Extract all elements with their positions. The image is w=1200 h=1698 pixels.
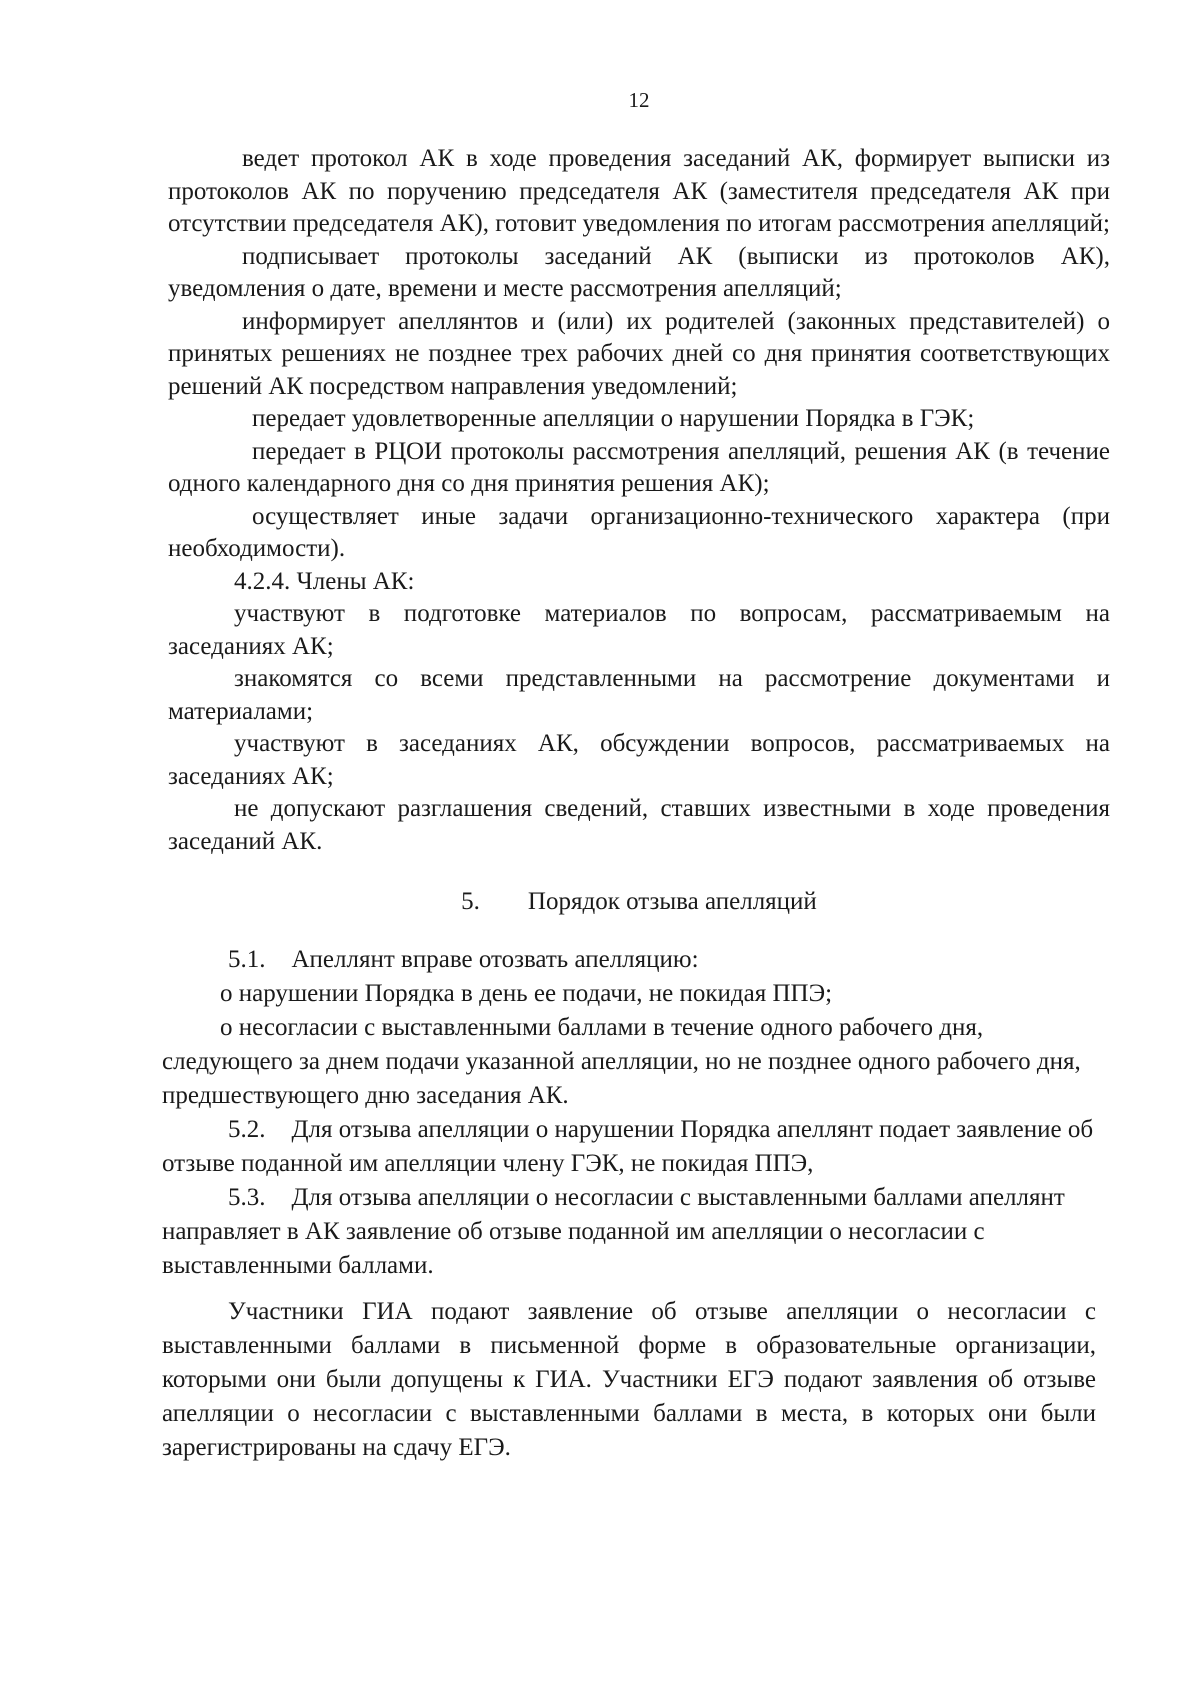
paragraph-5-2 <box>162 1113 1096 1181</box>
paragraph-signs-protocols: подписывает протоколы заседаний АК (выписки из протоколов АК), уведомления о дате, времени и месте рассмотрения апелляций; <box>168 242 1110 302</box>
paragraph-other-tasks: осуществляет иные задачи организационно-технического характера (при необходимости). <box>168 502 1110 562</box>
paragraph-withdrawal-statements: Участники ГИА подают заявление об отзыве апелляции о несогласии с выставленными баллами в письменной форме в образовательные организации, которыми они были допущены к ГИА. Участники ЕГЭ подают заявления об отзыве апелляции о несогласии с выставленными баллами в места, в которых они были зарегистрированы на сдачу ЕГЭ. <box>162 1297 1096 1461</box>
paragraph-5-3-number: 5.3. <box>228 1183 266 1211</box>
paragraph-passes-to-gek: передает удовлетворенные апелляции о нарушении Порядка в ГЭК; <box>252 405 975 432</box>
paragraph-ak-members-heading: 4.2.4. Члены АК: <box>234 567 415 595</box>
paragraph-5-1-text: Апеллянт вправе отозвать апелляцию: <box>291 945 699 973</box>
paragraph-members-participate: участвуют в заседаниях АК, обсуждении вопросов, рассматриваемых на заседаниях АК; <box>168 730 1110 790</box>
section-5-title: Порядок отзыва апелляций <box>527 888 817 915</box>
paragraph-5-1-b: о несогласии с выставленными баллами в течение одного рабочего дня, следующего за днем подачи указанной апелляции, но не позднее одного рабочего дня, предшествующего дню заседания АК. <box>162 1013 1081 1109</box>
paragraph-5-3 <box>162 1181 1096 1283</box>
paragraph-passes-to-rcoi: передает в РЦОИ протоколы рассмотрения апелляций, решения АК (в течение одного календарного дня со дня принятия решения АК); <box>168 437 1110 497</box>
page-number: 12 <box>628 88 650 112</box>
paragraph-informs-appellants: информирует апеллянтов и (или) их родителей (законных представителей) о принятых решениях не позднее трех рабочих дней со дня принятия соответствующих решений АК посредством направления уведомлений; <box>168 307 1110 400</box>
section-5-heading <box>168 886 1110 919</box>
paragraph-members-prepare: участвуют в подготовке материалов по вопросам, рассматриваемым на заседаниях АК; <box>168 600 1110 660</box>
paragraph-5-2-text: Для отзыва апелляции о нарушении Порядка апеллянт подает заявление об отзыве поданной им апелляции члену ГЭК, не покидая ППЭ, <box>162 1115 1094 1177</box>
paragraph-members-confidential: не допускают разглашения сведений, ставших известными в ходе проведения заседаний АК. <box>168 795 1110 855</box>
paragraph-5-1-number: 5.1. <box>228 945 266 973</box>
paragraph-secretary-protocol: ведет протокол АК в ходе проведения заседаний АК, формирует выписки из протоколов АК по поручению председателя АК (заместителя председателя АК при отсутствии председателя АК), готовит уведомления по итогам рассмотрения апелляций; <box>168 145 1110 237</box>
section-5-body <box>162 943 1096 1465</box>
paragraph-5-2-number: 5.2. <box>228 1115 266 1143</box>
paragraph-members-review: знакомятся со всеми представленными на рассмотрение документами и материалами; <box>168 665 1110 725</box>
paragraph-5-3-text: Для отзыва апелляции о несогласии с выставленными баллами апеллянт направляет в АК заявление об отзыве поданной им апелляции о несогласии с выставленными баллами. <box>162 1183 1065 1279</box>
section-5-number: 5. <box>461 888 480 915</box>
paragraph-5-1 <box>162 943 1096 977</box>
paragraph-5-1-a: о нарушении Порядка в день ее подачи, не покидая ППЭ; <box>220 979 833 1007</box>
